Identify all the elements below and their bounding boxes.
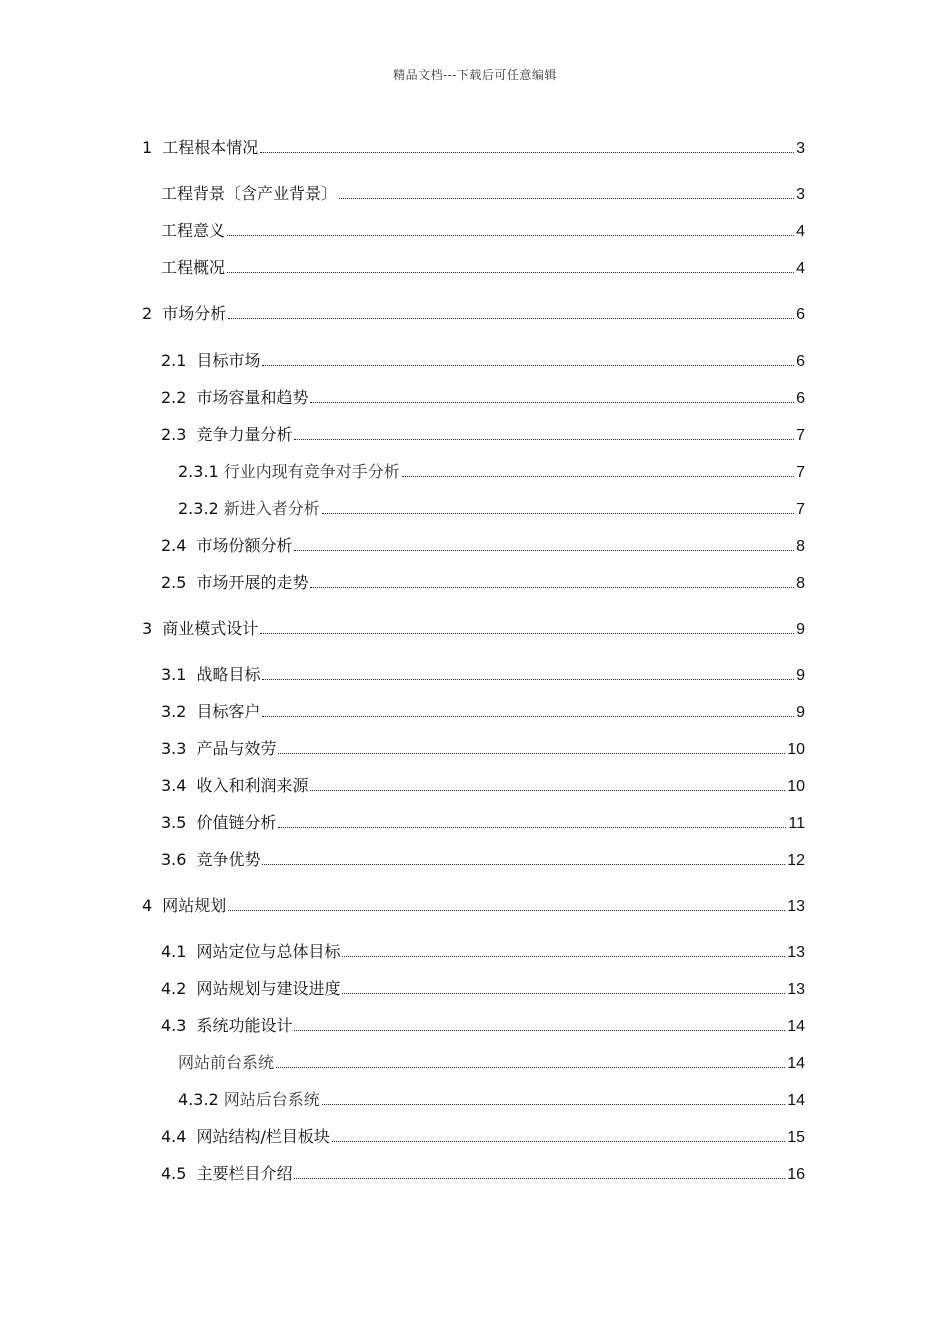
toc-dot-leader (342, 992, 785, 994)
toc-entry-number: 4.3 (161, 1016, 187, 1035)
toc-entry-number: 4.4 (161, 1127, 187, 1146)
toc-entry-number: 2.3 (161, 425, 187, 444)
toc-entry[interactable] (142, 137, 805, 160)
toc-entry-page-number: 13 (787, 981, 805, 998)
toc-entry[interactable] (161, 424, 805, 447)
toc-dot-leader (294, 1177, 785, 1179)
toc-entry-page-number: 7 (796, 427, 805, 444)
toc-entry-page-number: 8 (796, 538, 805, 555)
toc-entry-page-number: 10 (787, 778, 805, 795)
toc-entry-number: 2.2 (161, 388, 187, 407)
toc-entry-page-number: 6 (796, 353, 805, 370)
toc-entry-page-number: 12 (787, 852, 805, 869)
toc-dot-leader (332, 1140, 785, 1142)
toc-entry-title: 收入和利润来源 (196, 776, 309, 795)
toc-entry-number: 2.3.1 (178, 462, 219, 481)
toc-entry-number: 3.3 (161, 739, 187, 758)
toc-dot-leader (262, 678, 794, 680)
toc-entry-number: 4 (142, 896, 153, 915)
toc-entry-page-number: 6 (796, 306, 805, 323)
toc-dot-leader (310, 401, 794, 403)
toc-entry-page-number: 16 (787, 1166, 805, 1183)
toc-entry[interactable] (161, 183, 805, 206)
toc-dot-leader (262, 863, 785, 865)
toc-entry-title: 新进入者分析 (223, 499, 320, 518)
toc-entry-title: 行业内现有竞争对手分析 (223, 462, 400, 481)
toc-entry-page-number: 7 (796, 464, 805, 481)
toc-entry[interactable] (161, 849, 805, 872)
toc-entry-page-number: 8 (796, 575, 805, 592)
toc-entry[interactable] (161, 257, 805, 280)
toc-entry-title: 工程概况 (161, 258, 226, 277)
toc-dot-leader (294, 1029, 785, 1031)
toc-entry[interactable] (161, 701, 805, 724)
toc-dot-leader (260, 632, 794, 634)
toc-entry[interactable] (161, 978, 805, 1001)
toc-entry-title: 市场份额分析 (196, 536, 293, 555)
toc-entry-title: 网站定位与总体目标 (196, 942, 341, 961)
toc-entry-title: 市场分析 (162, 304, 227, 323)
toc-entry-title: 网站后台系统 (223, 1090, 320, 1109)
toc-entry-number: 2 (142, 304, 153, 323)
toc-entry-page-number: 15 (787, 1129, 805, 1146)
toc-entry-number: 3.1 (161, 665, 187, 684)
toc-dot-leader (278, 826, 786, 828)
toc-dot-leader (227, 234, 794, 236)
toc-entry-title: 网站前台系统 (178, 1053, 275, 1072)
toc-dot-leader (322, 512, 794, 514)
toc-entry-page-number: 3 (796, 186, 805, 203)
toc-entry[interactable] (161, 664, 805, 687)
toc-dot-leader (402, 475, 794, 477)
toc-entry[interactable] (161, 1015, 805, 1038)
toc-entry[interactable] (161, 812, 805, 835)
toc-entry-page-number: 9 (796, 667, 805, 684)
toc-dot-leader (322, 1103, 785, 1105)
toc-entry-title: 价值链分析 (196, 813, 277, 832)
toc-entry-page-number: 14 (787, 1092, 805, 1109)
toc-entry[interactable] (161, 941, 805, 964)
toc-entry-title: 商业模式设计 (162, 619, 259, 638)
page-header: 精品文档---下载后可任意编辑 (393, 68, 557, 82)
toc-entry-title: 系统功能设计 (196, 1016, 293, 1035)
toc-entry-number: 2.3.2 (178, 499, 219, 518)
toc-entry[interactable] (178, 498, 805, 521)
toc-entry[interactable] (142, 618, 805, 641)
toc-entry[interactable] (178, 461, 805, 484)
toc-entry-title: 市场容量和趋势 (196, 388, 309, 407)
toc-entry-number: 2.5 (161, 573, 187, 592)
toc-dot-leader (278, 752, 785, 754)
toc-entry-number: 3.5 (161, 813, 187, 832)
toc-entry-number: 1 (142, 138, 153, 157)
toc-entry-number: 4.1 (161, 942, 187, 961)
toc-dot-leader (262, 715, 794, 717)
toc-entry-page-number: 6 (796, 390, 805, 407)
toc-entry-page-number: 14 (787, 1055, 805, 1072)
toc-entry[interactable] (161, 1163, 805, 1186)
toc-entry-number: 2.1 (161, 351, 187, 370)
toc-dot-leader (276, 1066, 785, 1068)
toc-entry-number: 3.6 (161, 850, 187, 869)
toc-entry-page-number: 7 (796, 501, 805, 518)
toc-entry-page-number: 4 (796, 223, 805, 240)
toc-entry-title: 工程根本情况 (162, 138, 259, 157)
toc-entry-title: 网站结构/栏目板块 (196, 1127, 330, 1146)
toc-entry[interactable] (161, 738, 805, 761)
toc-dot-leader (310, 586, 794, 588)
toc-dot-leader (227, 271, 794, 273)
toc-entry-number: 4.3.2 (178, 1090, 219, 1109)
toc-entry-number: 4.2 (161, 979, 187, 998)
toc-entry-page-number: 10 (787, 741, 805, 758)
toc-entry-page-number: 9 (796, 621, 805, 638)
toc-entry-page-number: 3 (796, 140, 805, 157)
toc-entry-title: 网站规划与建设进度 (196, 979, 341, 998)
toc-entry-title: 战略目标 (196, 665, 261, 684)
toc-entry[interactable] (161, 350, 805, 373)
toc-entry-title: 市场开展的走势 (196, 573, 309, 592)
toc-entry[interactable] (161, 572, 805, 595)
toc-entry-page-number: 14 (787, 1018, 805, 1035)
toc-entry-title: 网站规划 (162, 896, 227, 915)
toc-dot-leader (342, 955, 785, 957)
toc-entry-title: 目标客户 (196, 702, 261, 721)
toc-entry[interactable] (161, 387, 805, 410)
toc-dot-leader (228, 909, 785, 911)
toc-entry-title: 竞争优势 (196, 850, 261, 869)
toc-entry-number: 2.4 (161, 536, 187, 555)
toc-entry-title: 竞争力量分析 (196, 425, 293, 444)
toc-dot-leader (339, 197, 794, 199)
toc-entry[interactable] (142, 303, 805, 326)
toc-entry-page-number: 11 (788, 815, 805, 832)
toc-entry-number: 3.2 (161, 702, 187, 721)
toc-dot-leader (294, 438, 794, 440)
toc-entry[interactable] (161, 220, 805, 243)
toc-entry[interactable] (142, 895, 805, 918)
toc-entry[interactable] (161, 535, 805, 558)
toc-entry[interactable] (161, 775, 805, 798)
toc-entry-title: 主要栏目介绍 (196, 1164, 293, 1183)
toc-dot-leader (228, 317, 794, 319)
toc-entry-number: 3.4 (161, 776, 187, 795)
toc-entry-title: 产品与效劳 (196, 739, 277, 758)
toc-entry[interactable] (178, 1052, 805, 1075)
toc-entry-page-number: 13 (787, 944, 805, 961)
toc-dot-leader (262, 364, 794, 366)
toc-dot-leader (294, 549, 794, 551)
toc-entry-number: 3 (142, 619, 153, 638)
toc-entry[interactable] (178, 1089, 805, 1112)
toc-entry-title: 工程意义 (161, 221, 226, 240)
toc-entry-page-number: 9 (796, 704, 805, 721)
toc-entry-number: 4.5 (161, 1164, 187, 1183)
toc-entry-title: 工程背景〔含产业背景〕 (161, 184, 338, 203)
toc-entry-title: 目标市场 (196, 351, 261, 370)
toc-entry[interactable] (161, 1126, 805, 1149)
toc-entry-page-number: 4 (796, 260, 805, 277)
toc-entry-page-number: 13 (787, 898, 805, 915)
toc-dot-leader (310, 789, 785, 791)
toc-dot-leader (260, 151, 794, 153)
